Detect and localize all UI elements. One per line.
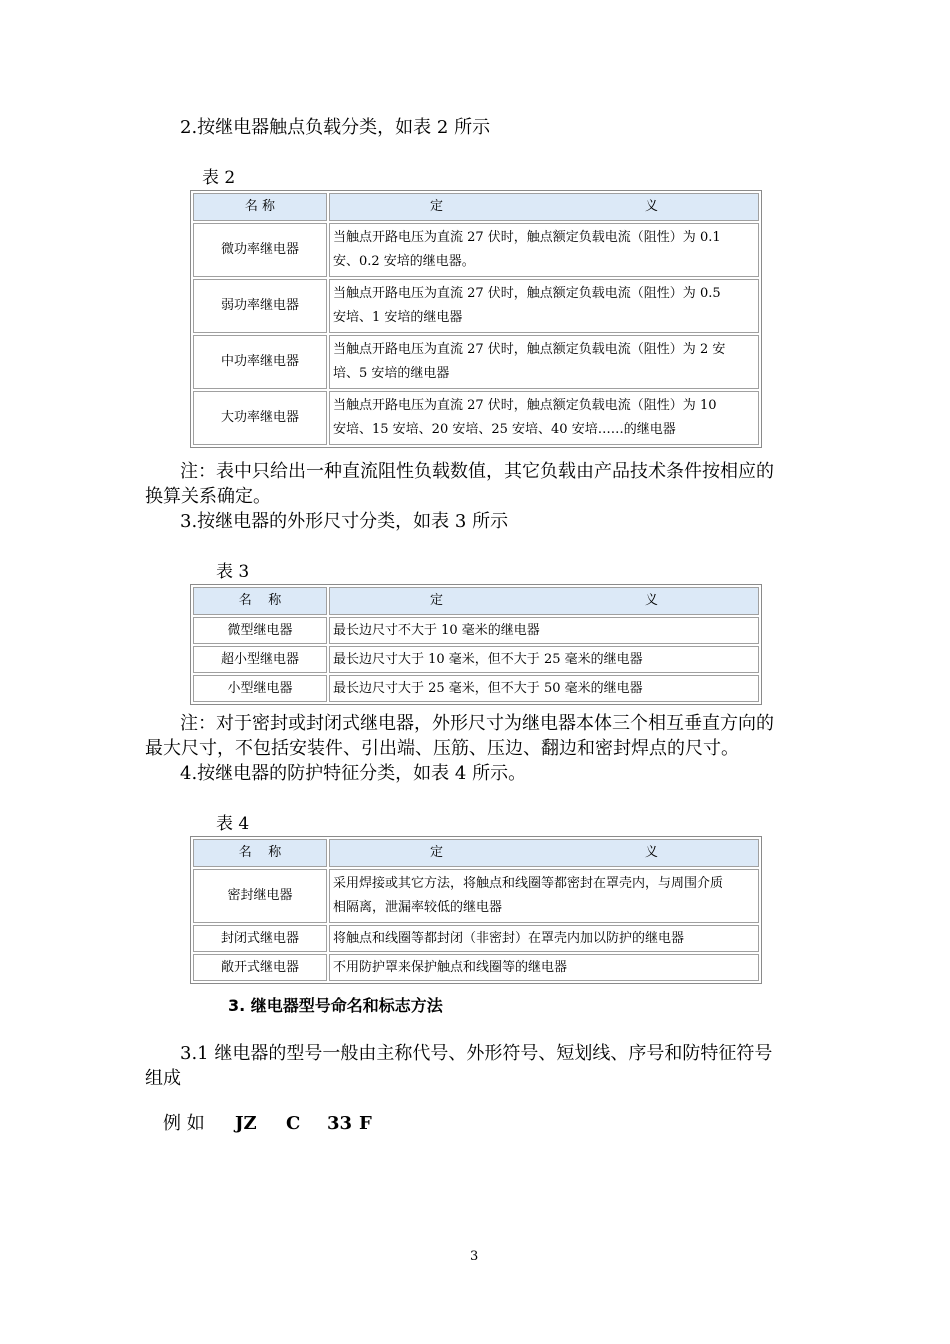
table-row — [193, 646, 759, 673]
table3-header-name: 名 称 — [193, 587, 327, 615]
example-code-shape: C — [286, 1113, 301, 1134]
table2-name-cell: 弱功率继电器 — [193, 279, 327, 333]
table3-header-def-left: 定 — [430, 593, 444, 608]
table2-def-cell: 当触点开路电压为直流 27 伏时，触点额定负载电流（阻性）为 2 安 培、5 安培的继电器 — [329, 335, 759, 389]
table4 — [190, 836, 762, 984]
chapter3-title: 3. 继电器型号命名和标志方法 — [228, 996, 443, 1015]
table-row — [193, 223, 759, 277]
section4-heading: 4.按继电器的防护特征分类，如表 4 所示。 — [180, 763, 527, 784]
table-row — [193, 617, 759, 644]
section2-heading: 2.按继电器触点负载分类，如表 2 所示 — [180, 117, 491, 138]
example-code-main: JZ — [235, 1113, 257, 1134]
table-row — [193, 869, 759, 923]
table4-header-name: 名 称 — [193, 839, 327, 867]
table4-header-def-right: 义 — [644, 845, 658, 860]
p31-line2: 组成 — [145, 1068, 181, 1089]
table2-def-cell: 当触点开路电压为直流 27 伏时，触点额定负载电流（阻性）为 10 安培、15 安培、20 安培、25 安培、40 安培……的继电器 — [329, 391, 759, 445]
example-code-protection: F — [359, 1113, 372, 1134]
table4-header-def — [329, 839, 759, 867]
table2-caption: 表 2 — [202, 168, 236, 188]
p31-line1: 3.1 继电器的型号一般由主称代号、外形符号、短划线、序号和防特征符号 — [180, 1043, 773, 1064]
table3-def-cell: 最长边尺寸不大于 10 毫米的继电器 — [329, 617, 759, 644]
table2-def-cell: 当触点开路电压为直流 27 伏时，触点额定负载电流（阻性）为 0.1 安、0.2 安培的继电器。 — [329, 223, 759, 277]
table2-note-line2: 换算关系确定。 — [145, 486, 271, 507]
table-row — [193, 391, 759, 445]
table2-name-cell: 大功率继电器 — [193, 391, 327, 445]
section3-heading: 3.按继电器的外形尺寸分类，如表 3 所示 — [180, 511, 509, 532]
page-number: 3 — [470, 1249, 479, 1264]
table2-name-cell: 中功率继电器 — [193, 335, 327, 389]
table3 — [190, 584, 762, 705]
table-row — [193, 954, 759, 981]
table2-note-line1: 注：表中只给出一种直流阻性负载数值，其它负载由产品技术条件按相应的 — [180, 461, 774, 482]
table3-def-cell: 最长边尺寸大于 10 毫米，但不大于 25 毫米的继电器 — [329, 646, 759, 673]
table4-name-cell: 敞开式继电器 — [193, 954, 327, 981]
table-row — [193, 279, 759, 333]
table4-name-cell: 封闭式继电器 — [193, 925, 327, 952]
table3-def-cell: 最长边尺寸大于 25 毫米，但不大于 50 毫米的继电器 — [329, 675, 759, 702]
table-row — [193, 675, 759, 702]
table2-header-name: 名 称 — [193, 193, 327, 221]
table3-caption: 表 3 — [216, 562, 250, 582]
model-example — [0, 1112, 950, 1138]
example-code-serial: 33 — [327, 1113, 353, 1134]
table4-header-row — [193, 839, 759, 867]
table2-def-cell: 当触点开路电压为直流 27 伏时，触点额定负载电流（阻性）为 0.5 安培、1 安培的继电器 — [329, 279, 759, 333]
table2 — [190, 190, 762, 448]
table3-note-line2: 最大尺寸，不包括安装件、引出端、压筋、压边、翻边和密封焊点的尺寸。 — [145, 738, 739, 759]
table2-header-def-left: 定 — [430, 199, 444, 214]
table3-header-def-right: 义 — [644, 593, 658, 608]
table4-def-cell: 采用焊接或其它方法，将触点和线圈等都密封在罩壳内，与周围介质 相隔离，泄漏率较低的继电器 — [329, 869, 759, 923]
table3-header-row — [193, 587, 759, 615]
table4-def-cell: 不用防护罩来保护触点和线圈等的继电器 — [329, 954, 759, 981]
table4-caption: 表 4 — [216, 814, 250, 834]
table4-name-cell: 密封继电器 — [193, 869, 327, 923]
table2-header-row — [193, 193, 759, 221]
table-row — [193, 925, 759, 952]
table-row — [193, 335, 759, 389]
table3-header-def — [329, 587, 759, 615]
table3-name-cell: 小型继电器 — [193, 675, 327, 702]
table3-name-cell: 超小型继电器 — [193, 646, 327, 673]
table3-name-cell: 微型继电器 — [193, 617, 327, 644]
table4-def-cell: 将触点和线圈等都封闭（非密封）在罩壳内加以防护的继电器 — [329, 925, 759, 952]
table4-header-def-left: 定 — [430, 845, 444, 860]
table2-name-cell: 微功率继电器 — [193, 223, 327, 277]
example-label: 例 如 — [163, 1113, 205, 1134]
table2-header-def-right: 义 — [644, 199, 658, 214]
table2-header-def — [329, 193, 759, 221]
table3-note-line1: 注：对于密封或封闭式继电器，外形尺寸为继电器本体三个相互垂直方向的 — [180, 713, 774, 734]
